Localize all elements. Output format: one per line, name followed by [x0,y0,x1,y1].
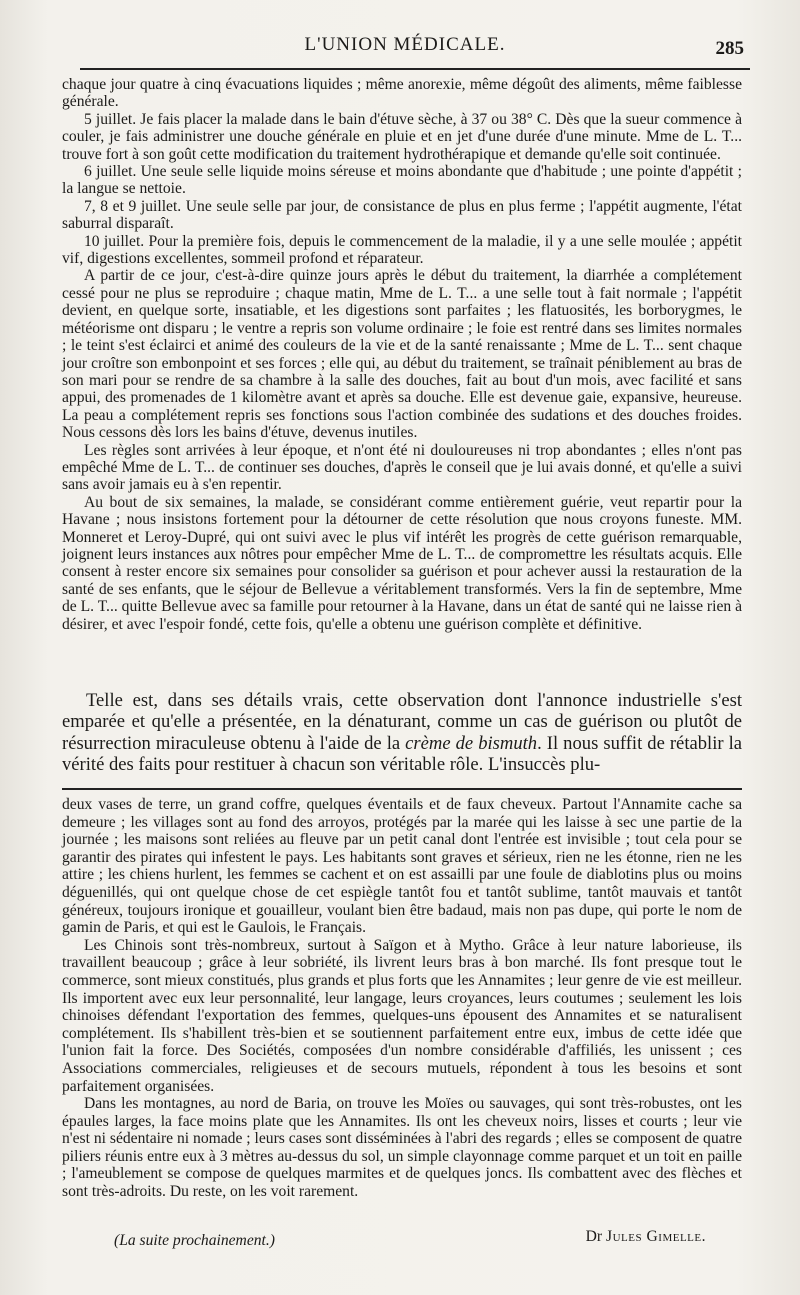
paragraph: chaque jour quatre à cinq évacuations liquides ; même anorexie, même dégoût des aliments, même faiblesse générale. [62,76,742,111]
feuilleton-text [62,796,742,1201]
paragraph: Les règles sont arrivées à leur époque, et n'ont été ni douloureuses ni trop abondantes ; elles n'ont pas empêché Mme de L. T... de continuer ses douches, d'après le conseil que je lui avais donné, et qu'elle a suivi sans avoir jamais eu à s'en repentir. [62,441,742,494]
page-number: 285 [715,38,744,59]
case-observation-text [62,76,742,633]
paragraph: Les Chinois sont très-nombreux, surtout à Saïgon et à Mytho. Grâce à leur nature laborieuse, ils travaillent beaucoup ; grâce à leur sobriété, ils livrent leurs bras à bon marché. Ils font presque tout le commerce, sont mieux constitués, plus grands et plus forts que les Annamites ; leur genre de vie est meilleur. Ils importent avec eux leur personnalité, leur langage, leurs croyances, leurs coutumes ; seulement les lois chinoises défendant l'exportation des femmes, quelques-uns épousent des Annamites et se naturalisent complétement. Ils s'habillent très-bien et se soutiennent parfaitement entre eux, imbus de cette idée que l'union fait la force. Des Sociétés, composées d'un nombre considérable d'affiliés, les unissent ; ces Associations commerciales, religieuses et de secours mutuels, répondent à tous les besoins et sont parfaitement organisées. [62,936,742,1095]
footer-row [62,1228,742,1254]
paragraph: A partir de ce jour, c'est-à-dire quinze jours après le début du traitement, la diarrhée a complétement cessé pour ne plus se reproduire ; chaque matin, Mme de L. T... a une selle tout à fait normale ; l'appétit devient, en quelque sorte, insatiable, et les digestions sont parfaites ; les flatuosités, les borborygmes, le météorisme ont disparu ; le ventre a repris son volume ordinaire ; le foie est rentré dans ses limites normales ; le teint s'est éclairci et animé des couleurs de la vie et de la santé renaissante ; Mme de L. T... sent chaque jour croître son embonpoint et ses forces ; elle qui, au début du traitement, se traînait péniblement au bras de son mari pour se rendre de sa chambre à la salle des douches, fait au bout d'un mois, avec facilité et sans appui, des promenades de 1 kilomètre avant et après sa douche. Elle est devenue gaie, expansive, heureuse. La peau a complétement repris ses fonctions sous l'action combinée des sudations et des douches froides. Nous cessons dès lors les bains d'étuve, devenus inutiles. [62,267,742,442]
page-header [60,30,750,70]
signature-name: Jules Gimelle. [606,1228,706,1245]
continued-note: (La suite prochainement.) [114,1232,275,1249]
author-signature [586,1228,706,1246]
paragraph: deux vases de terre, un grand coffre, quelques éventails et de faux cheveux. Partout l'Annamite cache sa demeure ; les villages sont au fond des arroyos, protégés par la marée qui les laisse à sec une partie de la journée ; les maisons sont reliées au fleuve par un petit canal dont l'entrée est invisible ; tout cela pour se garantir des pirates qui infestent le pays. Les habitants sont graves et sérieux, rien ne les étonne, rien ne les attire ; les chiens hurlent, les femmes se cachent et on est assailli par une foule de diablotins plus ou moins déguenillés, qui ont quelque chose de cet espiègle tantôt fou et tantôt sublime, tantôt mauvais et tantôt généreux, toujours ironique et gouailleur, voulant bien être badaud, mais non pas dupe, qui porte le nom de gamin de Paris, et qui est le Gaulois, le Français. [62,796,742,937]
paragraph: Dans les montagnes, au nord de Baria, on trouve les Moïes ou sauvages, qui sont très-robustes, ont les épaules larges, la face moins plate que les Annamites. Ils ont les cheveux noirs, lisses et courts ; leur vie n'est ni sédentaire ni nomade ; leurs cases sont disséminées à l'abri des regards ; elles se composent de quatre piliers réunis entre eux à 3 mètres au-dessus du sol, un simple clayonnage comme parquet et un toit en paille ; l'ameublement se compose de quelques marmites et de quelques joncs. Ils combattent avec des flèches et sont très-adroits. Du reste, on les voit rarement. [62,1095,742,1201]
signature-title: Dr [585,1228,603,1245]
header-rule [80,68,750,70]
feuilleton-rule [62,788,742,790]
paragraph: Au bout de six semaines, la malade, se considérant comme entièrement guérie, veut repartir pour la Havane ; nous insistons fortement pour la détourner de cette résolution que nous croyons funeste. MM. Monneret et Leroy-Dupré, qui ont suivi avec le plus vif intérêt les progrès de cette guérison remarquable, joignent leurs instances aux nôtres pour empêcher Mme de L. T... de compromettre les résultats acquis. Elle consent à rester encore six semaines pour consolider sa guérison et pour achever aussi la restauration de la santé de ses enfants, que le séjour de Bellevue a véritablement transformés. Vers la fin de septembre, Mme de L. T... quitte Bellevue avec sa famille pour retourner à la Havane, dans un état de santé qui ne laisse rien à désirer, et avec l'espoir fondé, cette fois, qu'elle a obtenu une guérison complète et définitive. [62,493,742,633]
conclusion-paragraph [62,690,742,776]
paragraph: 7, 8 et 9 juillet. Une seule selle par jour, de consistance de plus en plus ferme ; l'appétit augmente, l'état saburral disparaît. [62,197,742,233]
paragraph: 6 juillet. Une seule selle liquide moins séreuse et moins abondante que d'habitude ; une pointe d'appétit ; la langue se nettoie. [62,163,742,198]
conclusion-text [62,690,742,776]
conclusion-part: . Il nous suffit de rétablir la vérité des faits pour restituer à chacun son véritable rôle. L'insuccès plu- [62,732,743,776]
conclusion-italic: crème de bismuth [405,732,538,754]
paragraph: 10 juillet. Pour la première fois, depuis le commencement de la maladie, il y a une selle moulée ; appétit vif, digestions excellentes, sommeil profond et réparateur. [62,232,742,268]
paragraph: 5 juillet. Je fais placer la malade dans le bain d'étuve sèche, à 37 ou 38° C. Dès que la sueur commence à couler, je fais administrer une douche générale en pluie et en jet d'une durée d'une minute. Mme de L. T... trouve fort à son goût cette modification du traitement hydrothérapique et demande qu'elle soit continuée. [62,110,742,163]
running-title: L'UNION MÉDICALE. [304,34,506,55]
conclusion-part: Telle est, dans ses détails vrais, cette observation dont l'annonce industrielle s'est emparée et qu'elle a présentée, en la dénaturant, comme un cas de guérison ou plutôt de résurrection miraculeuse obtenu à l'aide de la [62,690,742,754]
